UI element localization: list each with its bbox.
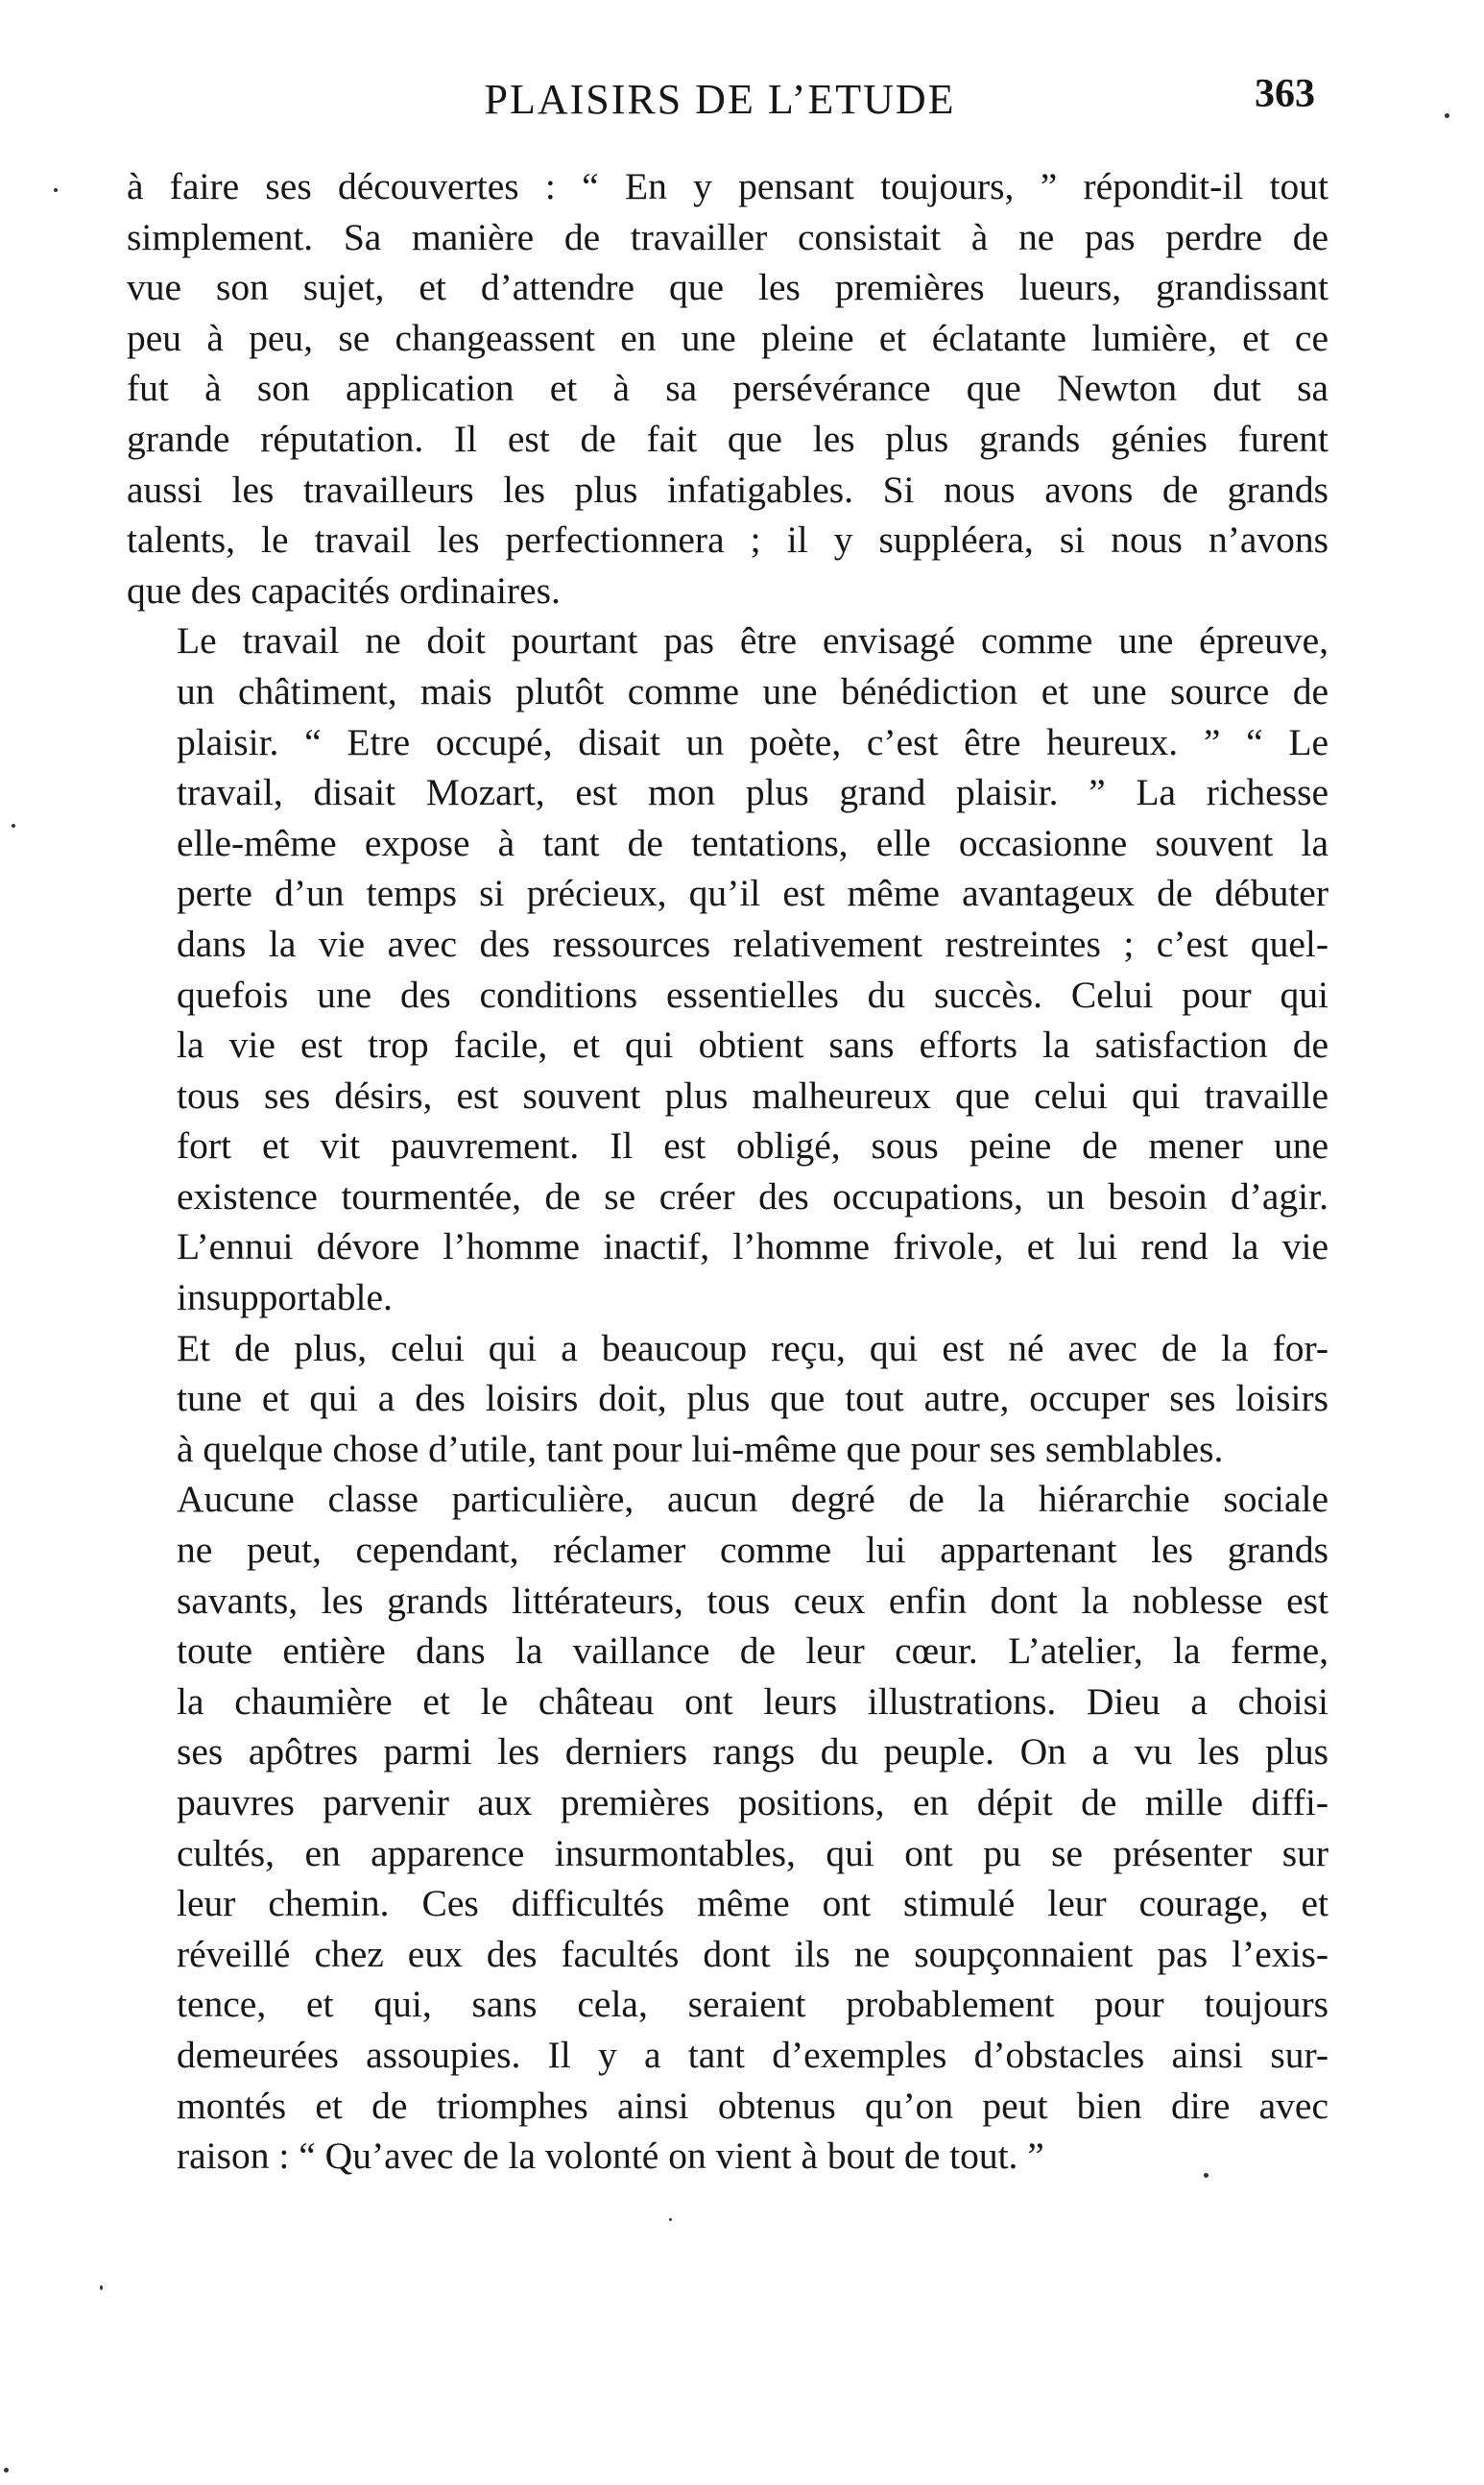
- running-header: [125, 72, 1315, 133]
- page-number: 363: [1255, 72, 1315, 116]
- text-line: fort et vit pauvrement. Il est obligé, sous peine de mener une: [177, 1124, 1328, 1168]
- text-line: tence, et qui, sans cela, seraient probablement pour toujours: [177, 1983, 1328, 2026]
- print-speck: [12, 824, 15, 828]
- paragraph: [127, 161, 1328, 615]
- print-speck: [54, 188, 58, 192]
- text-line: à faire ses découvertes : “ En y pensant toujours, ” répondit-il tout: [127, 165, 1328, 207]
- text-line: à quelque chose d’utile, tant pour lui-même que pour ses semblables.: [177, 1427, 1224, 1470]
- text-line: toute entière dans la vaillance de leur cœur. L’atelier, la ferme,: [177, 1629, 1328, 1673]
- text-line: grande réputation. Il est de fait que les plus grands génies furent: [127, 417, 1328, 460]
- body-text: [127, 161, 1328, 2182]
- text-line: vue son sujet, et d’attendre que les premières lueurs, grandissant: [127, 266, 1328, 309]
- text-line: que des capacités ordinaires.: [127, 568, 561, 612]
- text-line: demeurées assoupies. Il y a tant d’exemples d’obstacles ainsi sur-: [177, 2033, 1328, 2076]
- text-line: aussi les travailleurs les plus infatigables. Si nous avons de grands: [127, 468, 1328, 511]
- paragraph: [127, 615, 1328, 1322]
- print-speck: [1445, 113, 1449, 118]
- text-line: fut à son application et à sa persévérance que Newton dut sa: [127, 367, 1328, 410]
- text-line: peu à peu, se changeassent en une pleine et éclatante lumière, et ce: [127, 316, 1328, 359]
- text-line: elle-même expose à tant de tentations, elle occasionne souvent la: [177, 821, 1328, 864]
- text-line: raison : “ Qu’avec de la volonté on vient à bout de tout. ”: [177, 2135, 1044, 2178]
- text-line: quefois une des conditions essentielles du succès. Celui pour qui: [177, 973, 1328, 1016]
- text-line: travail, disait Mozart, est mon plus grand plaisir. ” La richesse: [177, 771, 1328, 814]
- text-line: pauvres parvenir aux premières positions, en dépit de mille diffi-: [177, 1781, 1328, 1823]
- text-line: la chaumière et le château ont leurs illustrations. Dieu a choisi: [177, 1679, 1328, 1723]
- text-line: insupportable.: [177, 1276, 393, 1319]
- text-line: talents, le travail les perfectionnera ; il y suppléera, si nous n’avons: [127, 519, 1328, 562]
- paragraph: [127, 1474, 1328, 2181]
- text-line: tune et qui a des loisirs doit, plus que tout autre, occuper ses loisirs: [177, 1377, 1328, 1420]
- text-line: plaisir. “ Etre occupé, disait un poète, c’est être heureux. ” “ Le: [177, 720, 1328, 763]
- text-line: L’ennui dévore l’homme inactif, l’homme frivole, et lui rend la vie: [177, 1225, 1328, 1268]
- text-line: la vie est trop facile, et qui obtient sans efforts la satisfaction de: [177, 1024, 1328, 1067]
- text-line: dans la vie avec des ressources relativement restreintes ; c’est quel-: [177, 922, 1328, 965]
- print-speck: [4, 2468, 9, 2473]
- print-speck: [669, 2218, 672, 2221]
- text-line: tous ses désirs, est souvent plus malheureux que celui qui travaille: [177, 1074, 1328, 1117]
- text-line: ne peut, cependant, réclamer comme lui appartenant les grands: [177, 1529, 1328, 1572]
- running-title: PLAISIRS DE L’ETUDE: [484, 76, 956, 123]
- text-line: existence tourmentée, de se créer des occupations, un besoin d’agir.: [177, 1174, 1328, 1218]
- text-line: Le travail ne doit pourtant pas être envisagé comme une épreuve,: [177, 619, 1328, 663]
- paragraph: [127, 1323, 1328, 1475]
- text-line: ses apôtres parmi les derniers rangs du peuple. On a vu les plus: [177, 1730, 1328, 1773]
- text-line: Et de plus, celui qui a beaucoup reçu, qui est né avec de la for-: [177, 1326, 1328, 1369]
- text-line: savants, les grands littérateurs, tous ceux enfin dont la noblesse est: [177, 1579, 1328, 1622]
- text-line: un châtiment, mais plutôt comme une bénédiction et une source de: [177, 669, 1328, 712]
- print-speck: [100, 2285, 103, 2290]
- text-line: simplement. Sa manière de travailler consistait à ne pas perdre de: [127, 215, 1328, 258]
- print-speck: [1204, 2173, 1209, 2178]
- text-line: perte d’un temps si précieux, qu’il est même avantageux de débuter: [177, 872, 1328, 915]
- text-line: Aucune classe particulière, aucun degré de la hiérarchie sociale: [177, 1478, 1328, 1521]
- text-line: montés et de triomphes ainsi obtenus qu’on peut bien dire avec: [177, 2084, 1328, 2127]
- text-line: leur chemin. Ces difficultés même ont stimulé leur courage, et: [177, 1882, 1328, 1925]
- text-line: réveillé chez eux des facultés dont ils ne soupçonnaient pas l’exis-: [177, 1932, 1328, 1975]
- text-line: cultés, en apparence insurmontables, qui ont pu se présenter sur: [177, 1831, 1328, 1874]
